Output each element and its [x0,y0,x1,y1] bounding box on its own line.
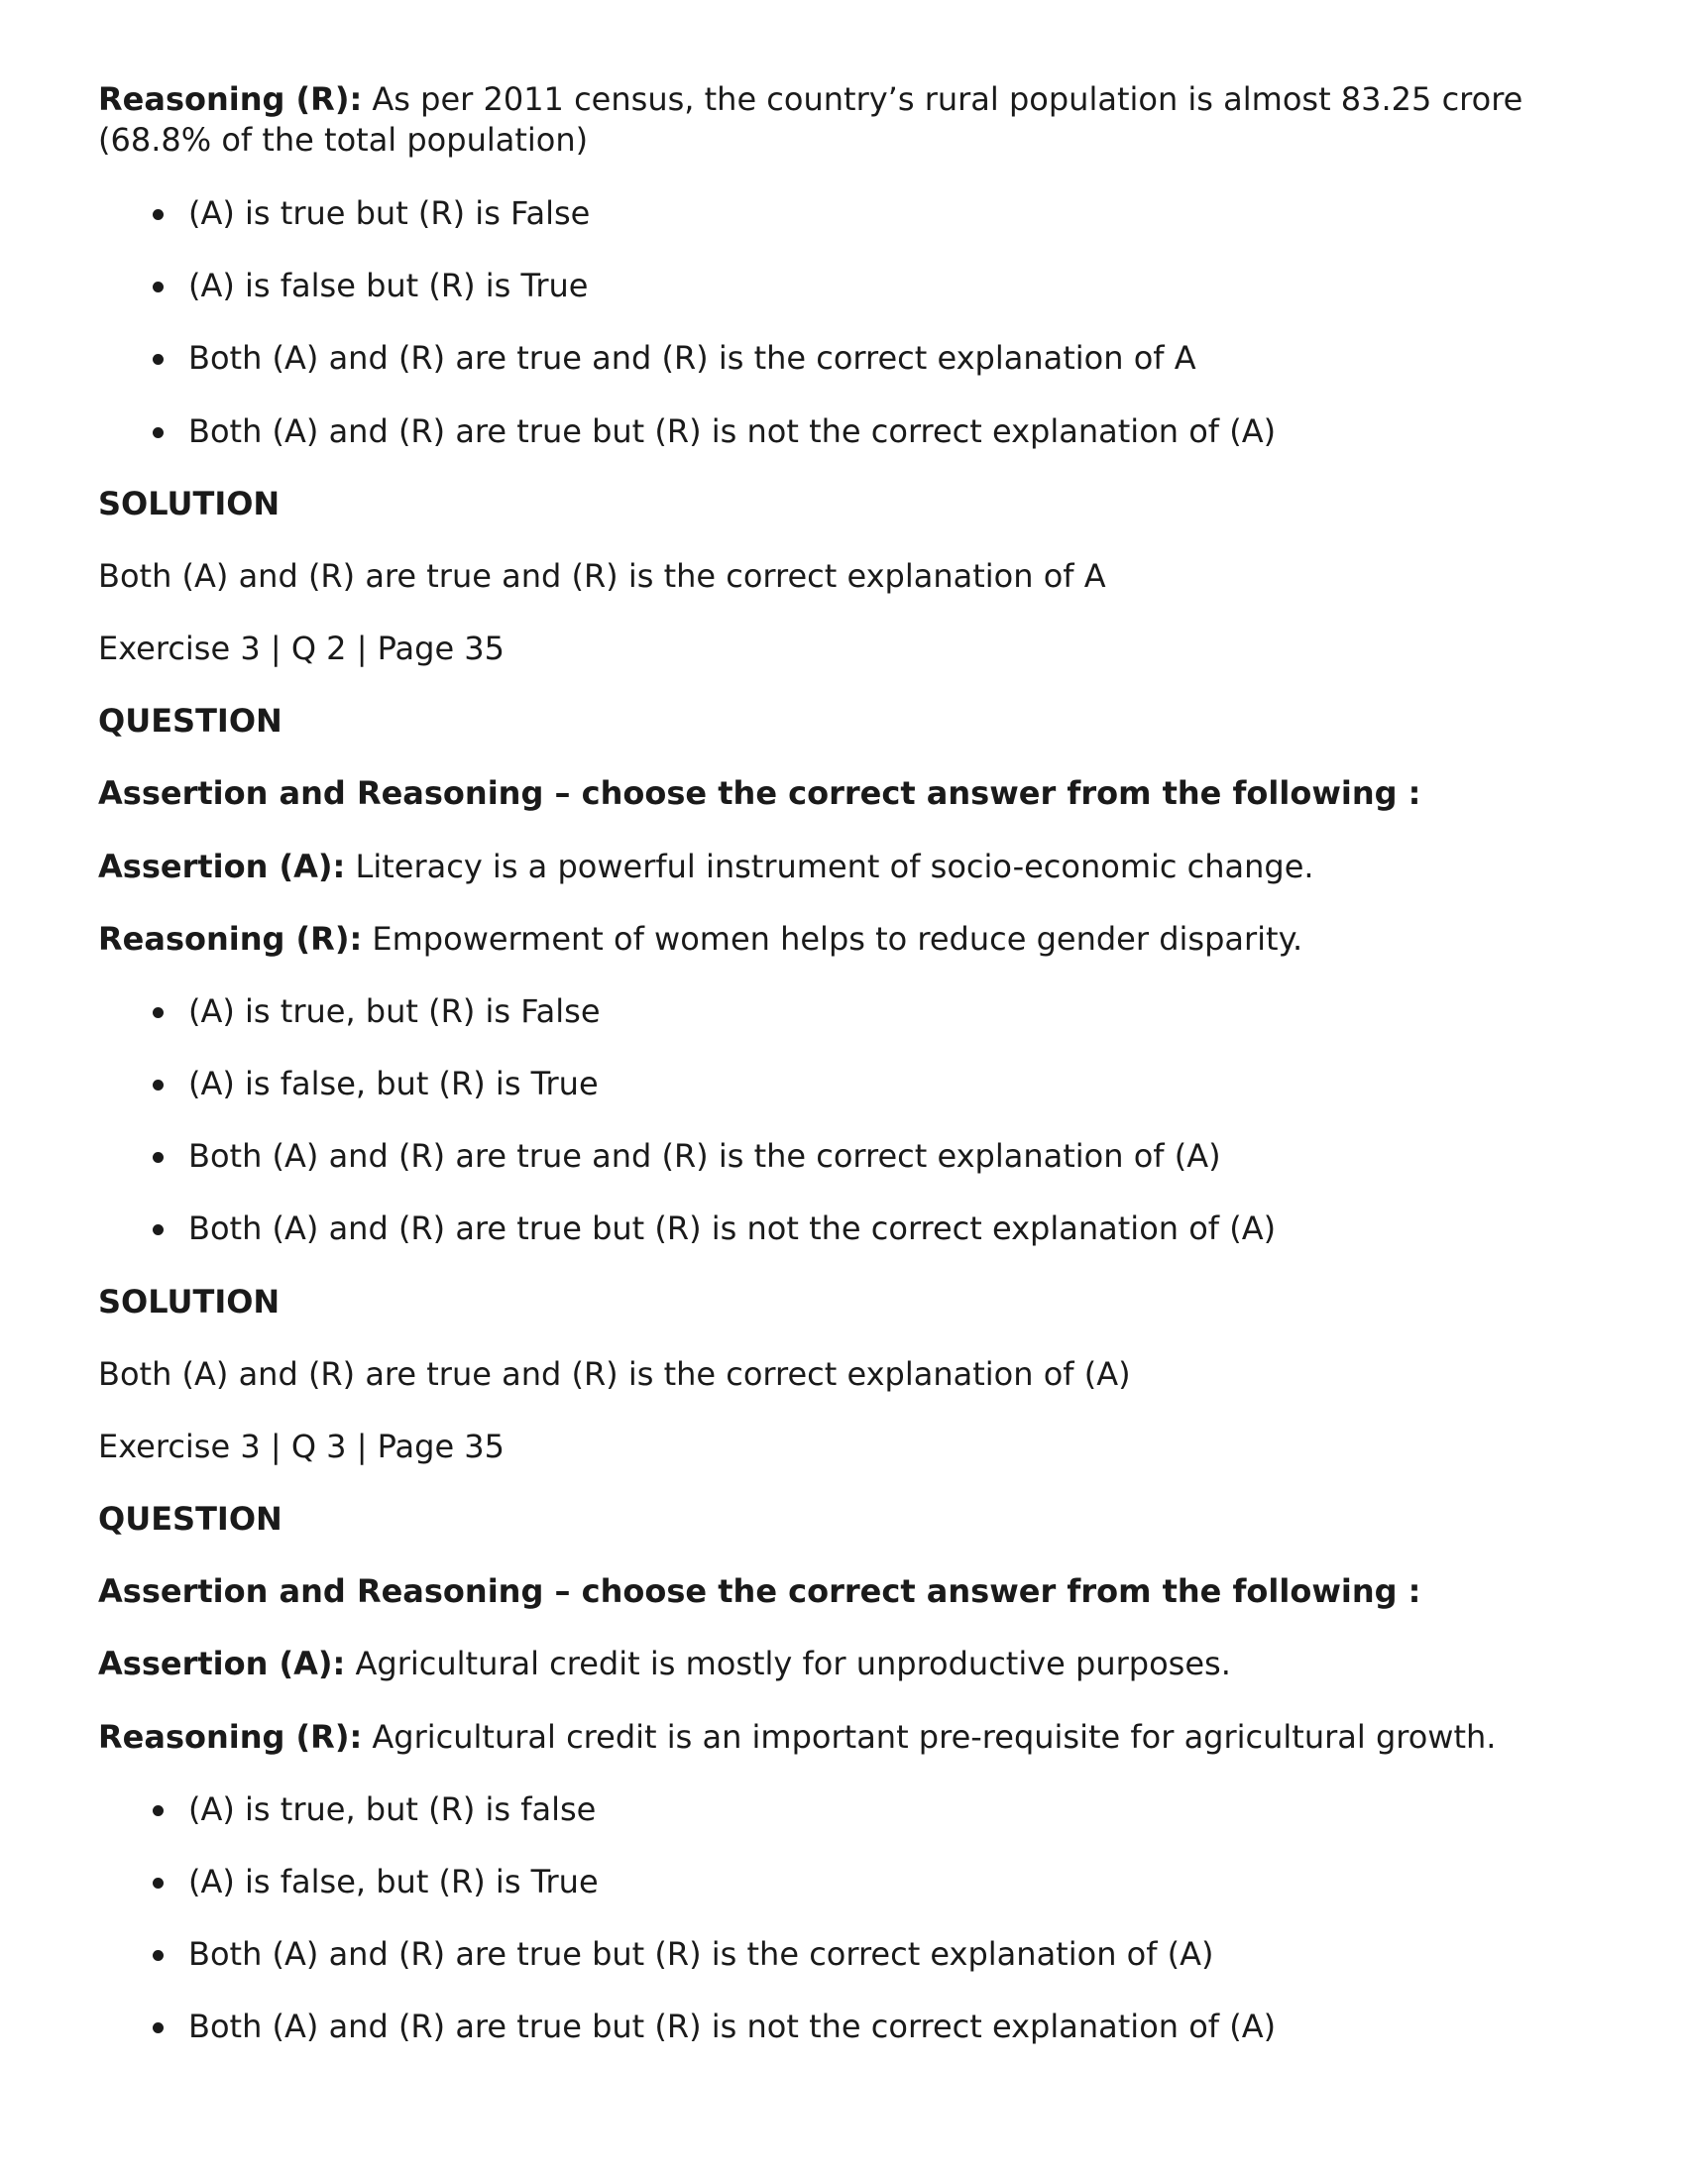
option-item: Both (A) and (R) are true but (R) is not the correct explanation of (A) [188,2008,1277,2045]
bullet-dot [153,1950,164,1961]
solution-heading-text: SOLUTION [98,1283,281,1321]
instruction-heading-text: Assertion and Reasoning – choose the correct answer from the following : [98,774,1421,812]
bullet-dot [153,1080,164,1091]
bullet-dot [153,282,164,292]
assertion-label: Assertion (A): [98,848,346,885]
instruction-heading [98,1571,1605,1612]
question-heading-text: QUESTION [98,1500,282,1538]
bullet-dot [153,1878,164,1889]
reasoning-text: Agricultural credit is an important pre-requisite for agricultural growth. [362,1718,1497,1756]
reasoning-label: Reasoning (R): [98,1718,363,1756]
bullet-dot [153,1805,164,1816]
assertion-paragraph [98,847,1605,887]
option-item: (A) is true, but (R) is false [188,1790,597,1828]
option-item: (A) is false but (R) is True [188,267,589,304]
option-item: (A) is true, but (R) is False [188,992,601,1030]
option-item: Both (A) and (R) are true but (R) is the correct explanation of (A) [188,1935,1214,1973]
reasoning-paragraph [98,1717,1605,1758]
bullet-dot [153,2022,164,2033]
assertion-paragraph [98,1644,1605,1684]
option-item: (A) is false, but (R) is True [188,1065,599,1102]
solution-heading-text: SOLUTION [98,485,281,522]
option-item: (A) is true but (R) is False [188,194,591,232]
bullet-dot [153,354,164,365]
question-heading-text: QUESTION [98,702,282,740]
solution-answer: Both (A) and (R) are true and (R) is the correct explanation of (A) [98,1355,1131,1393]
option-item: Both (A) and (R) are true and (R) is the correct explanation of A [188,339,1196,377]
bullet-dot [153,1224,164,1235]
reasoning-paragraph [98,79,1605,161]
question-heading [98,1499,1605,1540]
exercise-reference: Exercise 3 | Q 3 | Page 35 [98,1428,506,1465]
reasoning-paragraph [98,919,1605,960]
assertion-text: Agricultural credit is mostly for unproductive purposes. [345,1645,1231,1682]
assertion-label: Assertion (A): [98,1645,346,1682]
reasoning-label: Reasoning (R): [98,920,363,958]
reasoning-label: Reasoning (R): [98,80,363,118]
assertion-text: Literacy is a powerful instrument of socio-economic change. [345,848,1314,885]
bullet-dot [153,209,164,220]
option-item: Both (A) and (R) are true but (R) is not the correct explanation of (A) [188,412,1277,450]
bullet-dot [153,1152,164,1163]
bullet-dot [153,427,164,438]
option-item: Both (A) and (R) are true and (R) is the correct explanation of (A) [188,1137,1221,1175]
option-item: Both (A) and (R) are true but (R) is not the correct explanation of (A) [188,1209,1277,1247]
reasoning-text: As per 2011 census, the country’s rural population is almost 83.25 crore (68.8% of the total population) [98,80,1523,159]
bullet-dot [153,1007,164,1018]
question-heading [98,701,1605,742]
instruction-heading-text: Assertion and Reasoning – choose the correct answer from the following : [98,1572,1421,1610]
reasoning-text: Empowerment of women helps to reduce gender disparity. [362,920,1303,958]
solution-heading [98,484,1605,524]
solution-answer: Both (A) and (R) are true and (R) is the correct explanation of A [98,557,1106,595]
solution-heading [98,1282,1605,1322]
instruction-heading [98,773,1605,814]
option-item: (A) is false, but (R) is True [188,1863,599,1900]
exercise-reference: Exercise 3 | Q 2 | Page 35 [98,630,506,667]
